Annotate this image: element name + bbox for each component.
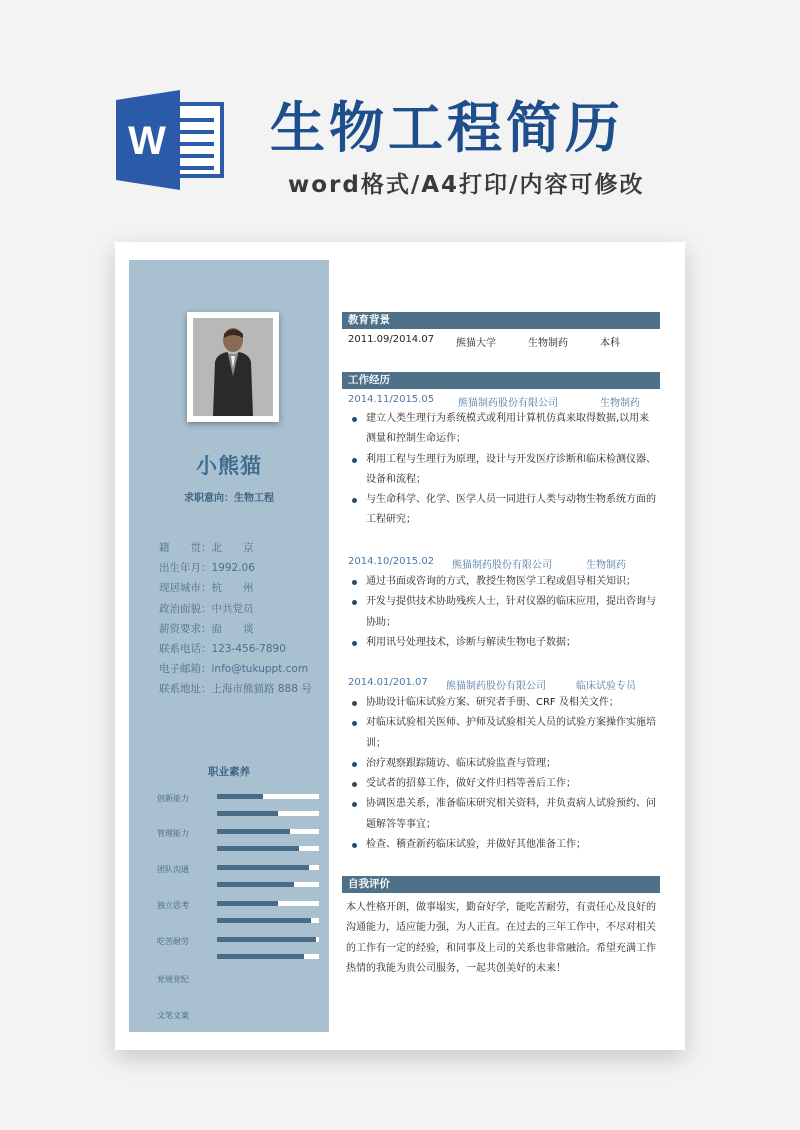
skill-bar-fill — [217, 811, 278, 816]
job-company: 熊猫制药股份有限公司 — [446, 681, 546, 692]
skill-bar — [217, 954, 319, 959]
skill-label: 创新能力 — [157, 794, 189, 803]
word-logo-letter: W — [128, 119, 166, 163]
job-heading — [348, 556, 658, 570]
skill-bar — [217, 846, 319, 851]
job-position: 生物制药 — [600, 398, 640, 409]
skill-bar — [217, 794, 319, 799]
skill-bar-fill — [217, 901, 278, 906]
profile-photo — [193, 318, 273, 416]
list-item: 建立人类生理行为系统模式或利用计算机仿真来取得数据,以用来测量和控制生命运作； — [348, 409, 656, 450]
resume-sidebar — [129, 260, 329, 1032]
skill-label: 独立思考 — [157, 901, 189, 910]
profile-photo-frame — [187, 312, 279, 422]
list-item: 协助设计临床试验方案、研究者手册、CRF 及相关文件； — [348, 693, 656, 713]
info-salary: 薪资要求：面 谈 — [159, 622, 254, 635]
word-document-icon — [116, 90, 228, 190]
job-company: 熊猫制药股份有限公司 — [452, 560, 552, 571]
skill-extra-discipline: 党规党纪 — [157, 975, 189, 984]
list-item: 检查、稽查新药临床试验，并做好其他准备工作； — [348, 835, 656, 855]
info-hometown: 籍 贯：北 京 — [159, 542, 254, 554]
list-item: 受试者的招募工作，做好文件归档等善后工作； — [348, 774, 656, 794]
section-header-work: 工作经历 — [342, 372, 660, 389]
list-item: 与生命科学、化学、医学人员一同进行人类与动物生物系统方面的工程研究； — [348, 490, 656, 531]
section-header-self-evaluation: 自我评价 — [342, 876, 660, 893]
skill-bar — [217, 937, 319, 942]
list-item: 利用工程与生理行为原理，设计与开发医疗诊断和临床检测仪器、设备和流程； — [348, 450, 656, 491]
personal-info-list — [159, 540, 327, 702]
skill-bar — [217, 811, 319, 816]
job-duties-list — [348, 693, 656, 855]
skill-bar-fill — [217, 794, 263, 799]
job-position: 临床试验专员 — [576, 681, 636, 692]
person-silhouette-icon — [193, 318, 273, 416]
skill-diligence — [129, 936, 329, 976]
skill-bar-fill — [217, 829, 290, 834]
info-email: 电子邮箱：info@tukuppt.com — [159, 663, 309, 676]
resume-main-column — [342, 242, 660, 1050]
education-major: 生物制药 — [528, 338, 568, 349]
job-heading — [348, 677, 658, 691]
list-item: 协调医患关系，准备临床研究相关资料，并负责病人试验预约、问题解答等事宜； — [348, 794, 656, 835]
skill-management — [129, 828, 329, 868]
banner-subtitle: word格式/A4打印/内容可修改 — [288, 172, 645, 198]
job-duties-list — [348, 572, 656, 653]
education-period: 2011.09/2014.07 — [348, 334, 435, 345]
banner-title: 生物工程简历 — [270, 96, 625, 160]
self-evaluation-text: 本人性格开朗，做事塌实，勤奋好学，能吃苦耐劳，有责任心及良好的沟通能力，适应能力强，为人正直。在过去的三年工作中，不尽对相关的工作有一定的经验，和同事及上司的关系也非常融洽。希望充满工作热情的我能为贵公司服务，一起共创美好的未来！ — [346, 902, 656, 974]
list-item: 利用讯号处理技术，诊断与解读生物电子数据； — [348, 633, 656, 653]
skill-bar-fill — [217, 882, 294, 887]
section-header-education: 教育背景 — [342, 312, 660, 329]
candidate-name: 小熊猫 — [196, 454, 262, 478]
skill-team-communication — [129, 864, 329, 904]
job-period: 2014.11/2015.05 — [348, 394, 435, 405]
skill-bar-fill — [217, 918, 311, 923]
job-intent: 求职意向：生物工程 — [184, 493, 274, 504]
skill-label: 团队沟通 — [157, 865, 189, 874]
skill-bar — [217, 918, 319, 923]
skill-label: 吃苦耐劳 — [157, 937, 189, 946]
job-period: 2014.10/2015.02 — [348, 556, 435, 567]
job-heading — [348, 394, 658, 408]
info-birth-date: 出生年月：1992.06 — [159, 562, 255, 575]
education-school: 熊猫大学 — [456, 338, 496, 349]
skills-title: 职业素养 — [208, 766, 250, 778]
list-item: 开发与提供技术协助残疾人士，针对仪器的临床应用，提出咨询与协助； — [348, 592, 656, 633]
skill-bar — [217, 829, 319, 834]
list-item: 对临床试验相关医师、护师及试验相关人员的试验方案操作实施培训； — [348, 713, 656, 754]
list-item: 治疗观察跟踪随访、临床试验监查与管理； — [348, 754, 656, 774]
skill-innovation — [129, 793, 329, 833]
info-address: 联系地址：上海市熊猫路 888 号 — [159, 683, 312, 696]
info-city: 现居城市：杭 州 — [159, 582, 254, 595]
job-duties-list — [348, 409, 656, 531]
skill-bar-fill — [217, 865, 309, 870]
skill-bar-fill — [217, 846, 299, 851]
skill-bar — [217, 901, 319, 906]
job-position: 生物制药 — [586, 560, 626, 571]
education-degree: 本科 — [600, 338, 620, 349]
job-company: 熊猫制药股份有限公司 — [458, 398, 558, 409]
info-political-status: 政治面貌：中共党员 — [159, 602, 254, 615]
info-phone: 联系电话：123-456-7890 — [159, 642, 286, 655]
skill-bar — [217, 865, 319, 870]
list-item: 通过书面或咨询的方式，教授生物医学工程或倡导相关知识； — [348, 572, 656, 592]
skill-bar — [217, 882, 319, 887]
job-period: 2014.01/201.07 — [348, 677, 428, 688]
skill-independent-thinking — [129, 900, 329, 940]
skill-bar-fill — [217, 954, 304, 959]
skill-extra-writing: 文笔文案 — [157, 1011, 189, 1020]
skill-label: 管理能力 — [157, 829, 189, 838]
skill-bar-fill — [217, 937, 316, 942]
resume-page — [115, 242, 685, 1050]
